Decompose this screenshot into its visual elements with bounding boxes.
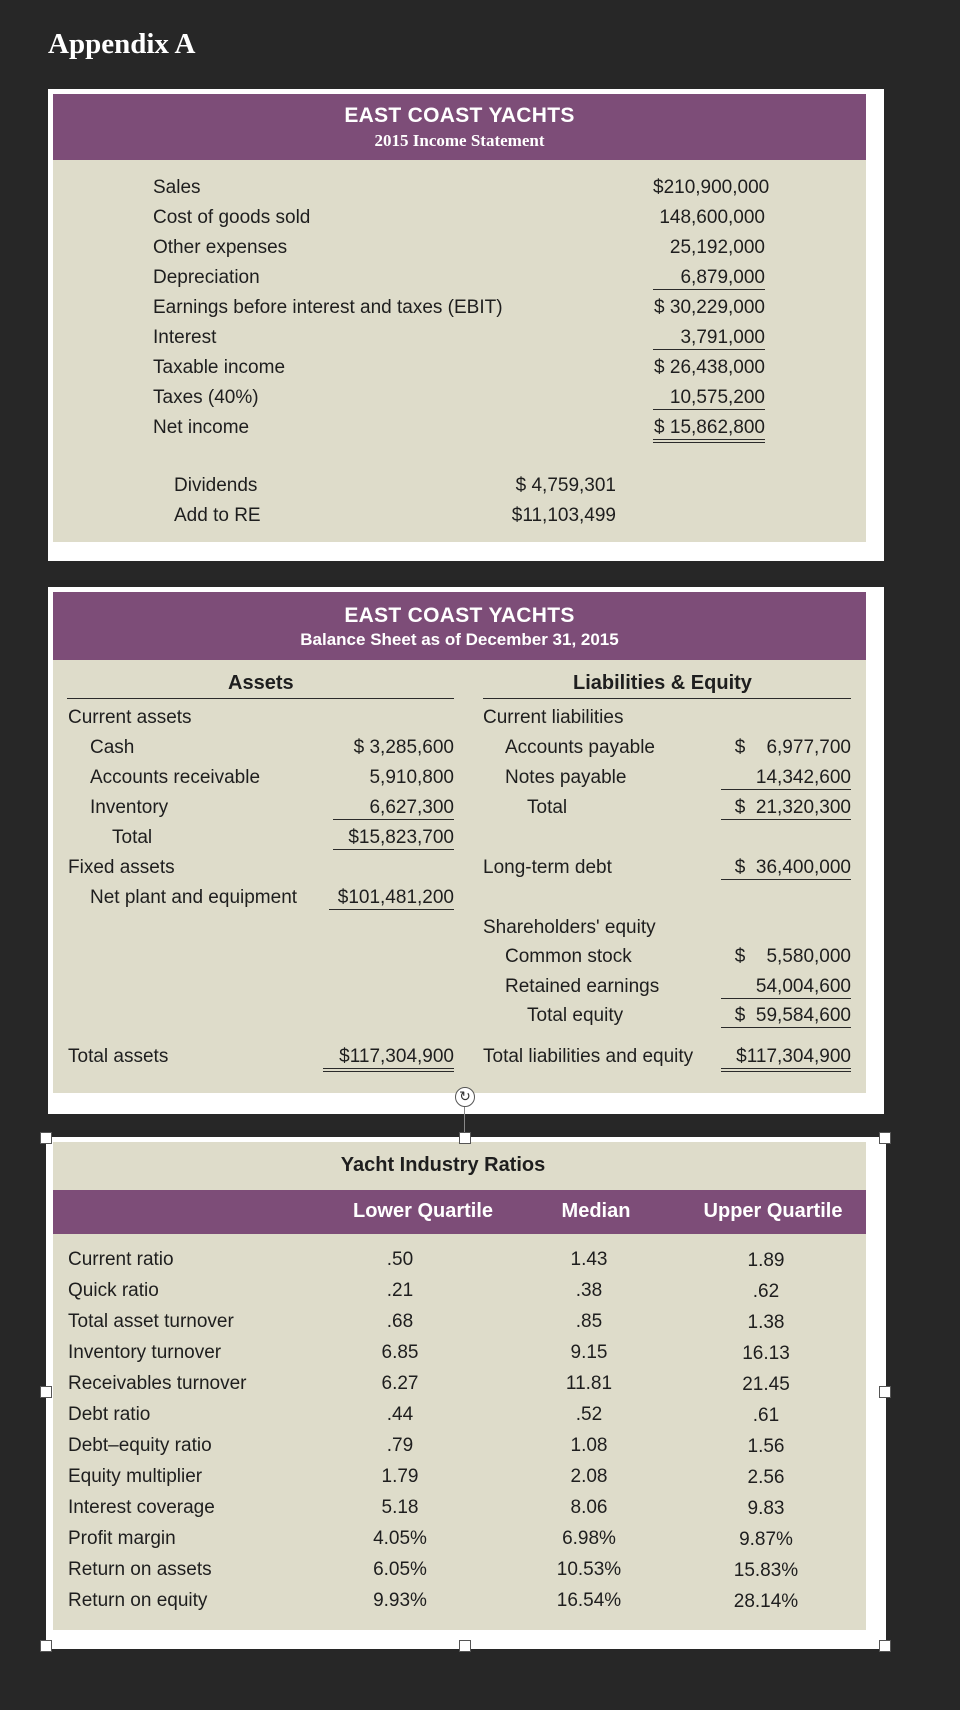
resize-handle-middle-right[interactable] (879, 1386, 891, 1398)
rotate-icon[interactable]: ↻ (455, 1087, 475, 1107)
ratio-row-label: Total asset turnover (68, 1311, 234, 1332)
income-row-value: $ 30,229,000 (654, 297, 765, 318)
ratio-lower-quartile-value: .68 (386, 1311, 414, 1332)
ratio-row-label: Interest coverage (68, 1497, 215, 1518)
ratio-lower-quartile-value: .44 (386, 1404, 414, 1425)
ratio-median-value: 8.06 (570, 1497, 608, 1518)
income-statement-banner (53, 94, 866, 160)
ratio-row-label: Equity multiplier (68, 1466, 203, 1487)
total-equity-value: $ 59,584,600 (721, 1005, 851, 1028)
notes-payable-value: 14,342,600 (721, 767, 851, 790)
balance-company-name: EAST COAST YACHTS (344, 604, 575, 627)
common-stock-value: $ 5,580,000 (734, 946, 851, 967)
ratio-upper-quartile-value: 28.14% (733, 1591, 799, 1612)
resize-handle-top-left[interactable] (40, 1132, 52, 1144)
income-row-value: 10,575,200 (653, 387, 765, 410)
resize-handle-top-right[interactable] (879, 1132, 891, 1144)
ratio-median-value: 2.08 (570, 1466, 608, 1487)
net-plant-equipment-label: Net plant and equipment (90, 887, 298, 908)
ratio-upper-quartile-value: 1.56 (747, 1436, 785, 1457)
ratio-row-label: Return on equity (68, 1590, 208, 1611)
income-row-label: Cost of goods sold (153, 207, 311, 228)
resize-handle-top-center[interactable] (459, 1132, 471, 1144)
balance-sheet-panel[interactable] (53, 592, 866, 1093)
page-title: Appendix A (48, 28, 196, 60)
ratio-median-value: 11.81 (565, 1373, 613, 1394)
income-row-value: $ 15,862,800 (653, 417, 765, 443)
ratio-lower-quartile-value: 9.93% (373, 1590, 427, 1611)
resize-handle-bottom-left[interactable] (40, 1640, 52, 1652)
income-row-value: 25,192,000 (669, 237, 765, 258)
dividends-label: Dividends (174, 475, 258, 496)
total-assets-label: Total assets (68, 1046, 169, 1067)
current-assets-label: Current assets (68, 707, 192, 728)
total-liabilities-equity-label: Total liabilities and equity (483, 1046, 694, 1067)
income-company-name: EAST COAST YACHTS (344, 104, 575, 127)
retained-earnings-label: Retained earnings (505, 976, 660, 997)
shareholders-equity-label: Shareholders' equity (483, 917, 656, 938)
ratios-column-header-banner (53, 1190, 866, 1234)
assets-header: Assets (228, 672, 294, 694)
ratio-row-label: Receivables turnover (68, 1373, 247, 1394)
income-row-value: 6,879,000 (653, 267, 765, 290)
accounts-payable-label: Accounts payable (505, 737, 655, 758)
ratio-lower-quartile-value: 6.85 (381, 1342, 419, 1363)
ratio-upper-quartile-value: 21.45 (742, 1374, 790, 1395)
ratio-upper-quartile-value: .62 (752, 1281, 780, 1302)
ratio-row-label: Quick ratio (68, 1280, 159, 1301)
income-row-label: Earnings before interest and taxes (EBIT) (153, 297, 503, 318)
ratio-lower-quartile-value: 6.27 (381, 1373, 419, 1394)
ratio-median-value: 6.98% (562, 1528, 616, 1549)
income-row-label: Net income (153, 417, 250, 438)
ratios-title: Yacht Industry Ratios (340, 1154, 546, 1176)
income-row-value: $210,900,000 (653, 177, 770, 198)
column-lower-quartile: Lower Quartile (352, 1200, 494, 1222)
ratio-row-label: Profit margin (68, 1528, 176, 1549)
total-equity-label: Total equity (527, 1005, 624, 1026)
ratio-median-value: .38 (575, 1280, 603, 1301)
ratio-lower-quartile-value: 5.18 (381, 1497, 419, 1518)
ratio-lower-quartile-value: 6.05% (373, 1559, 427, 1580)
retained-earnings-value: 54,004,600 (721, 976, 851, 999)
ratio-upper-quartile-value: 1.89 (747, 1250, 785, 1271)
total-assets-value: $117,304,900 (323, 1046, 454, 1072)
current-liabilities-total-value: $ 21,320,300 (721, 797, 851, 820)
add-re-label: Add to RE (174, 505, 261, 526)
ratio-median-value: .85 (575, 1311, 603, 1332)
resize-handle-middle-left[interactable] (40, 1386, 52, 1398)
accounts-payable-value: $ 6,977,700 (734, 737, 851, 758)
accounts-receivable-label: Accounts receivable (90, 767, 261, 788)
ratio-upper-quartile-value: 15.83% (733, 1560, 799, 1581)
current-assets-total-label: Total (112, 827, 153, 848)
income-row-value: $ 26,438,000 (654, 357, 765, 378)
net-plant-equipment-value: $101,481,200 (329, 887, 454, 910)
cash-label: Cash (90, 737, 135, 758)
cash-value: $ 3,285,600 (353, 737, 454, 758)
ratio-row-label: Debt–equity ratio (68, 1435, 212, 1456)
income-row-label: Taxable income (153, 357, 286, 378)
liabilities-equity-header: Liabilities & Equity (573, 672, 752, 694)
ratio-lower-quartile-value: .21 (386, 1280, 414, 1301)
income-statement-panel[interactable] (53, 94, 866, 542)
ratio-row-label: Current ratio (68, 1249, 174, 1270)
current-liabilities-total-label: Total (527, 797, 568, 818)
income-row-label: Other expenses (153, 237, 288, 258)
column-upper-quartile: Upper Quartile (703, 1200, 843, 1222)
ratio-lower-quartile-value: 1.79 (381, 1466, 419, 1487)
ratio-median-value: 16.54% (556, 1590, 622, 1611)
fixed-assets-label: Fixed assets (68, 857, 175, 878)
long-term-debt-value: $ 36,400,000 (721, 857, 851, 880)
income-row-value: 148,600,000 (659, 207, 765, 228)
ratio-lower-quartile-value: 4.05% (373, 1528, 427, 1549)
total-liabilities-equity-value: $117,304,900 (721, 1046, 851, 1072)
add-re-value: $11,103,499 (511, 505, 616, 526)
ratio-median-value: 1.08 (570, 1435, 608, 1456)
income-row-value: 3,791,000 (653, 327, 765, 350)
column-median: Median (561, 1200, 631, 1222)
ratio-upper-quartile-value: .61 (752, 1405, 780, 1426)
ratio-median-value: 9.15 (570, 1342, 608, 1363)
ratio-median-value: .52 (575, 1404, 603, 1425)
ratio-upper-quartile-value: 9.87% (739, 1529, 793, 1550)
ratio-median-value: 1.43 (570, 1249, 608, 1270)
income-subtitle: 2015 Income Statement (374, 131, 545, 150)
resize-handle-bottom-right[interactable] (879, 1640, 891, 1652)
ratio-row-label: Return on assets (68, 1559, 212, 1580)
accounts-receivable-value: 5,910,800 (369, 767, 454, 788)
ratio-lower-quartile-value: .50 (386, 1249, 414, 1270)
liabilities-header-rule (483, 698, 851, 699)
current-liabilities-label: Current liabilities (483, 707, 624, 728)
income-row-label: Interest (153, 327, 217, 348)
ratios-panel[interactable] (53, 1142, 866, 1630)
common-stock-label: Common stock (505, 946, 632, 967)
long-term-debt-label: Long-term debt (483, 857, 612, 878)
ratio-median-value: 10.53% (556, 1559, 622, 1580)
balance-subtitle: Balance Sheet as of December 31, 2015 (300, 630, 619, 649)
ratio-row-label: Inventory turnover (68, 1342, 222, 1363)
balance-sheet-banner (53, 592, 866, 660)
notes-payable-label: Notes payable (505, 767, 627, 788)
resize-handle-bottom-center[interactable] (459, 1640, 471, 1652)
ratio-lower-quartile-value: .79 (386, 1435, 414, 1456)
ratio-row-label: Debt ratio (68, 1404, 151, 1425)
income-row-label: Taxes (40%) (153, 387, 259, 408)
rotate-handle-stem (464, 1106, 465, 1134)
ratio-upper-quartile-value: 2.56 (747, 1467, 785, 1488)
income-row-label: Sales (153, 177, 201, 198)
dividends-value: $ 4,759,301 (515, 475, 616, 496)
ratio-upper-quartile-value: 1.38 (747, 1312, 785, 1333)
inventory-value: 6,627,300 (333, 797, 454, 820)
income-row-label: Depreciation (153, 267, 260, 288)
ratio-upper-quartile-value: 9.83 (747, 1498, 785, 1519)
current-assets-total-value: $15,823,700 (333, 827, 454, 850)
assets-header-rule (67, 698, 454, 699)
inventory-label: Inventory (90, 797, 169, 818)
ratio-upper-quartile-value: 16.13 (742, 1343, 790, 1364)
